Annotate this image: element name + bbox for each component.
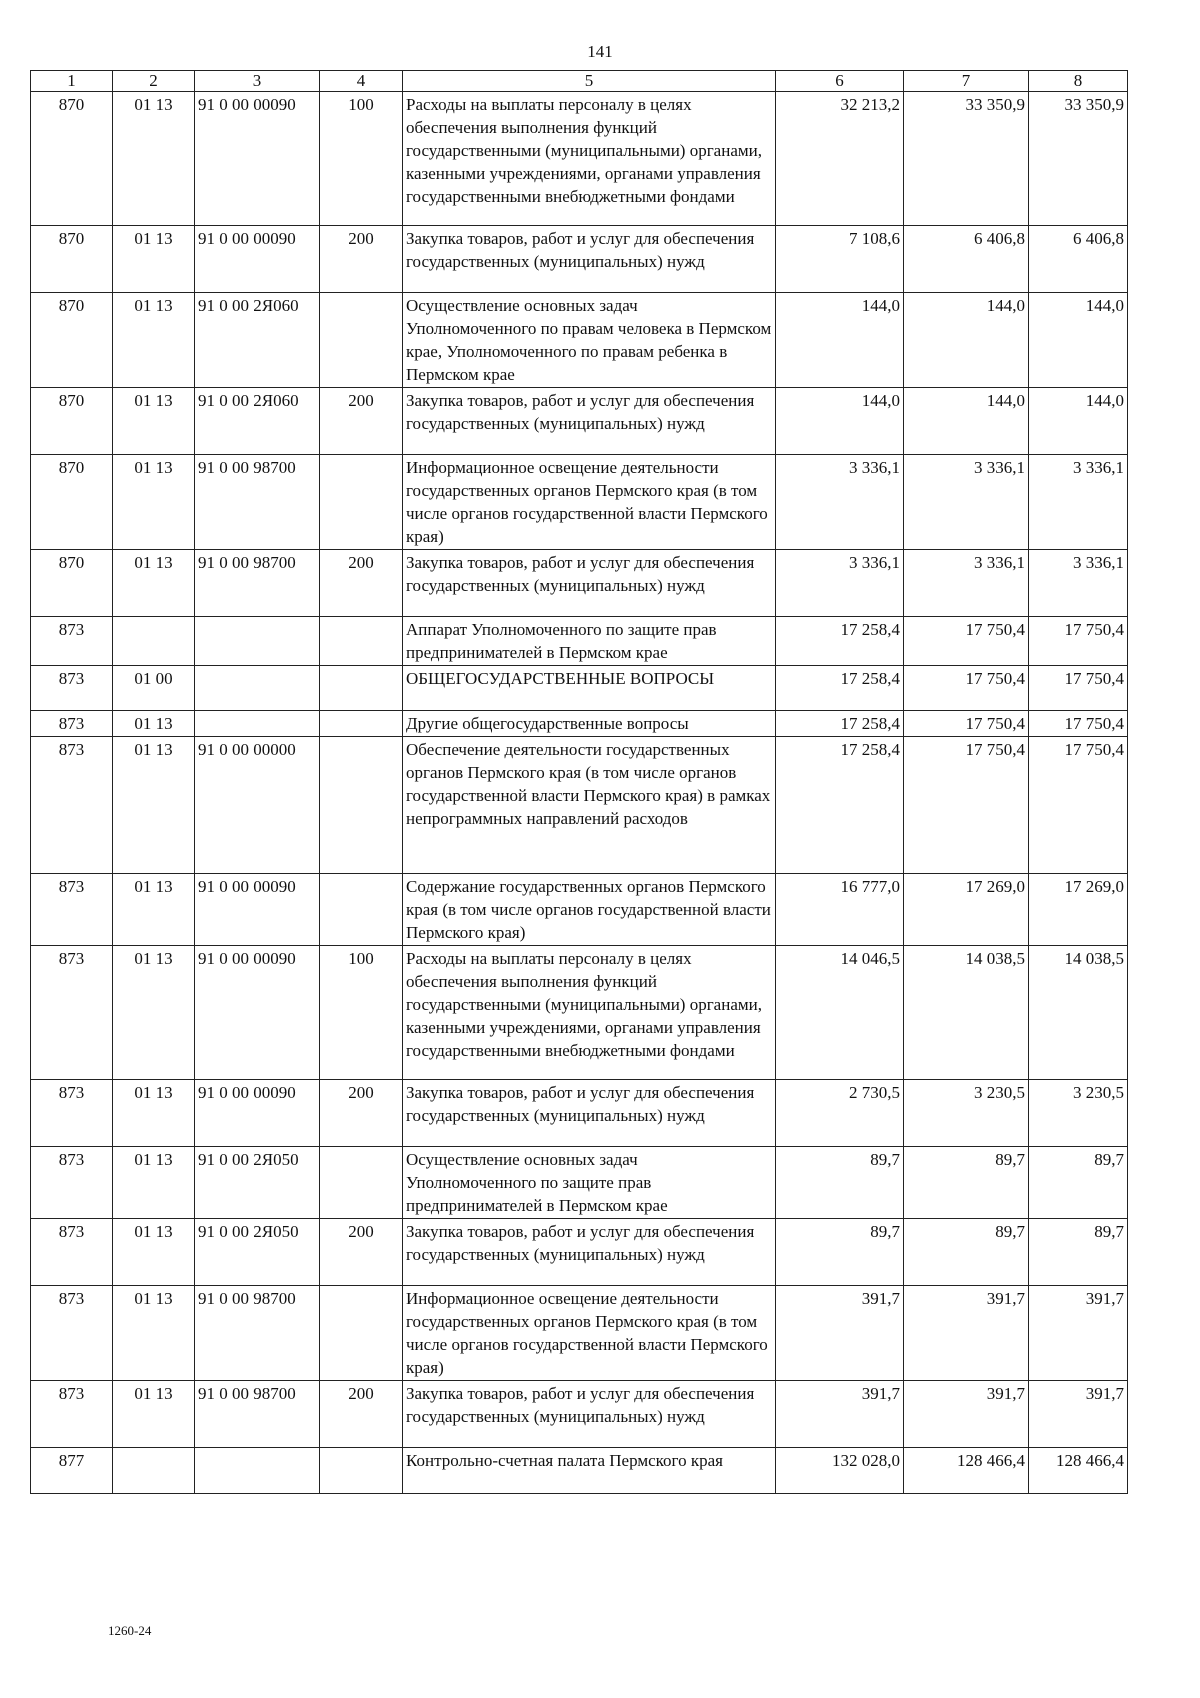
cell-amount-col8: 144,0 [1029, 293, 1128, 388]
cell-amount-col7: 144,0 [904, 388, 1029, 455]
cell-amount-col6: 3 336,1 [776, 455, 904, 550]
cell-description: Закупка товаров, работ и услуг для обеспечения государственных (муниципальных) нужд [403, 226, 776, 293]
cell-expense-type: 100 [320, 946, 403, 1080]
cell-expense-type: 100 [320, 92, 403, 226]
cell-amount-col7: 391,7 [904, 1286, 1029, 1381]
cell-amount-col6: 32 213,2 [776, 92, 904, 226]
cell-description: Расходы на выплаты персоналу в целях обеспечения выполнения функций государственными (муниципальными) органами, казенными учреждениями, органами управления государственными внебюджетными фондами [403, 92, 776, 226]
table-row [31, 92, 1128, 226]
table-row [31, 226, 1128, 293]
cell-target-code: 91 0 00 2Я060 [195, 388, 320, 455]
cell-section-code: 01 13 [113, 92, 195, 226]
column-header: 2 [113, 71, 195, 92]
cell-description: Другие общегосударственные вопросы [403, 711, 776, 737]
cell-amount-col6: 391,7 [776, 1286, 904, 1381]
cell-expense-type: 200 [320, 1080, 403, 1147]
cell-section-code [113, 1448, 195, 1494]
cell-amount-col8: 391,7 [1029, 1286, 1128, 1381]
header-row [31, 71, 1128, 92]
cell-expense-type [320, 737, 403, 874]
cell-amount-col8: 3 336,1 [1029, 455, 1128, 550]
cell-description: Осуществление основных задач Уполномоченного по защите прав предпринимателей в Пермском крае [403, 1147, 776, 1219]
table-row [31, 1381, 1128, 1448]
column-header: 1 [31, 71, 113, 92]
cell-ministry-code: 870 [31, 388, 113, 455]
cell-section-code: 01 13 [113, 1286, 195, 1381]
cell-expense-type: 200 [320, 388, 403, 455]
cell-amount-col8: 89,7 [1029, 1147, 1128, 1219]
cell-target-code [195, 711, 320, 737]
table-row [31, 550, 1128, 617]
table-row [31, 293, 1128, 388]
cell-section-code: 01 13 [113, 550, 195, 617]
table-row [31, 388, 1128, 455]
cell-amount-col8: 6 406,8 [1029, 226, 1128, 293]
cell-expense-type [320, 666, 403, 711]
footer-code: 1260-24 [108, 1623, 152, 1638]
table-row [31, 946, 1128, 1080]
table-row [31, 1286, 1128, 1381]
cell-expense-type [320, 874, 403, 946]
table-row [31, 1147, 1128, 1219]
cell-amount-col8: 128 466,4 [1029, 1448, 1128, 1494]
cell-amount-col7: 17 269,0 [904, 874, 1029, 946]
cell-target-code [195, 1448, 320, 1494]
cell-amount-col7: 128 466,4 [904, 1448, 1029, 1494]
column-header: 3 [195, 71, 320, 92]
column-header: 7 [904, 71, 1029, 92]
cell-section-code: 01 13 [113, 946, 195, 1080]
cell-ministry-code: 873 [31, 666, 113, 711]
cell-target-code: 91 0 00 2Я060 [195, 293, 320, 388]
cell-target-code: 91 0 00 98700 [195, 1381, 320, 1448]
cell-section-code [113, 617, 195, 666]
cell-ministry-code: 870 [31, 226, 113, 293]
cell-amount-col7: 17 750,4 [904, 737, 1029, 874]
cell-ministry-code: 873 [31, 1080, 113, 1147]
cell-amount-col6: 17 258,4 [776, 737, 904, 874]
cell-description: Обеспечение деятельности государственных органов Пермского края (в том числе органов государственной власти Пермского края) в рамках непрограммных направлений расходов [403, 737, 776, 874]
cell-amount-col7: 14 038,5 [904, 946, 1029, 1080]
cell-ministry-code: 870 [31, 455, 113, 550]
cell-section-code: 01 00 [113, 666, 195, 711]
cell-ministry-code: 873 [31, 874, 113, 946]
cell-description: Осуществление основных задач Уполномоченного по правам человека в Пермском крае, Уполномоченного по правам ребенка в Пермском крае [403, 293, 776, 388]
cell-target-code: 91 0 00 00090 [195, 226, 320, 293]
cell-ministry-code: 870 [31, 293, 113, 388]
cell-ministry-code: 873 [31, 946, 113, 1080]
cell-section-code: 01 13 [113, 1147, 195, 1219]
cell-expense-type [320, 455, 403, 550]
table-row [31, 711, 1128, 737]
cell-target-code: 91 0 00 98700 [195, 1286, 320, 1381]
cell-expense-type: 200 [320, 550, 403, 617]
cell-amount-col6: 3 336,1 [776, 550, 904, 617]
cell-expense-type: 200 [320, 1219, 403, 1286]
cell-target-code: 91 0 00 00090 [195, 1080, 320, 1147]
cell-target-code: 91 0 00 00090 [195, 946, 320, 1080]
cell-amount-col6: 144,0 [776, 293, 904, 388]
cell-section-code: 01 13 [113, 293, 195, 388]
table-row [31, 666, 1128, 711]
column-header: 6 [776, 71, 904, 92]
cell-amount-col7: 33 350,9 [904, 92, 1029, 226]
cell-section-code: 01 13 [113, 1219, 195, 1286]
column-header: 4 [320, 71, 403, 92]
cell-amount-col8: 17 750,4 [1029, 666, 1128, 711]
cell-description: Содержание государственных органов Пермского края (в том числе органов государственной власти Пермского края) [403, 874, 776, 946]
cell-amount-col6: 17 258,4 [776, 666, 904, 711]
column-header: 8 [1029, 71, 1128, 92]
cell-amount-col7: 144,0 [904, 293, 1029, 388]
cell-amount-col8: 17 750,4 [1029, 737, 1128, 874]
table-row [31, 1448, 1128, 1494]
cell-amount-col6: 89,7 [776, 1219, 904, 1286]
cell-section-code: 01 13 [113, 1381, 195, 1448]
cell-amount-col7: 17 750,4 [904, 711, 1029, 737]
cell-expense-type: 200 [320, 226, 403, 293]
table-row [31, 1080, 1128, 1147]
cell-section-code: 01 13 [113, 388, 195, 455]
cell-amount-col8: 17 269,0 [1029, 874, 1128, 946]
cell-ministry-code: 873 [31, 1381, 113, 1448]
cell-amount-col7: 89,7 [904, 1147, 1029, 1219]
cell-description: Информационное освещение деятельности государственных органов Пермского края (в том числе органов государственной власти Пермского края) [403, 1286, 776, 1381]
cell-amount-col7: 391,7 [904, 1381, 1029, 1448]
cell-description: Закупка товаров, работ и услуг для обеспечения государственных (муниципальных) нужд [403, 1219, 776, 1286]
cell-target-code: 91 0 00 98700 [195, 455, 320, 550]
cell-expense-type [320, 1286, 403, 1381]
cell-ministry-code: 873 [31, 737, 113, 874]
cell-amount-col6: 7 108,6 [776, 226, 904, 293]
cell-amount-col7: 17 750,4 [904, 617, 1029, 666]
cell-description: Закупка товаров, работ и услуг для обеспечения государственных (муниципальных) нужд [403, 1080, 776, 1147]
cell-amount-col6: 14 046,5 [776, 946, 904, 1080]
cell-amount-col8: 14 038,5 [1029, 946, 1128, 1080]
cell-amount-col8: 3 230,5 [1029, 1080, 1128, 1147]
cell-description: Закупка товаров, работ и услуг для обеспечения государственных (муниципальных) нужд [403, 1381, 776, 1448]
cell-expense-type [320, 1448, 403, 1494]
column-header: 5 [403, 71, 776, 92]
cell-amount-col6: 132 028,0 [776, 1448, 904, 1494]
cell-ministry-code: 873 [31, 1219, 113, 1286]
cell-description: Закупка товаров, работ и услуг для обеспечения государственных (муниципальных) нужд [403, 550, 776, 617]
table-row [31, 874, 1128, 946]
table-row [31, 1219, 1128, 1286]
cell-amount-col6: 89,7 [776, 1147, 904, 1219]
cell-section-code: 01 13 [113, 874, 195, 946]
cell-description: Закупка товаров, работ и услуг для обеспечения государственных (муниципальных) нужд [403, 388, 776, 455]
cell-amount-col8: 144,0 [1029, 388, 1128, 455]
cell-target-code: 91 0 00 00090 [195, 92, 320, 226]
cell-amount-col8: 17 750,4 [1029, 711, 1128, 737]
cell-section-code: 01 13 [113, 711, 195, 737]
cell-expense-type [320, 293, 403, 388]
cell-amount-col8: 3 336,1 [1029, 550, 1128, 617]
cell-ministry-code: 870 [31, 92, 113, 226]
cell-description: ОБЩЕГОСУДАРСТВЕННЫЕ ВОПРОСЫ [403, 666, 776, 711]
cell-amount-col7: 89,7 [904, 1219, 1029, 1286]
cell-amount-col7: 3 336,1 [904, 550, 1029, 617]
cell-amount-col8: 17 750,4 [1029, 617, 1128, 666]
cell-expense-type [320, 711, 403, 737]
cell-amount-col6: 144,0 [776, 388, 904, 455]
cell-amount-col6: 17 258,4 [776, 617, 904, 666]
cell-section-code: 01 13 [113, 455, 195, 550]
cell-description: Информационное освещение деятельности государственных органов Пермского края (в том числе органов государственной власти Пермского края) [403, 455, 776, 550]
cell-target-code: 91 0 00 2Я050 [195, 1219, 320, 1286]
cell-target-code [195, 617, 320, 666]
table-row [31, 617, 1128, 666]
cell-amount-col7: 3 230,5 [904, 1080, 1029, 1147]
cell-amount-col8: 391,7 [1029, 1381, 1128, 1448]
cell-ministry-code: 873 [31, 711, 113, 737]
cell-ministry-code: 873 [31, 1286, 113, 1381]
cell-section-code: 01 13 [113, 226, 195, 293]
cell-amount-col7: 17 750,4 [904, 666, 1029, 711]
cell-expense-type: 200 [320, 1381, 403, 1448]
cell-target-code: 91 0 00 00090 [195, 874, 320, 946]
budget-table [30, 70, 1128, 1494]
cell-amount-col8: 33 350,9 [1029, 92, 1128, 226]
table-row [31, 455, 1128, 550]
cell-amount-col7: 3 336,1 [904, 455, 1029, 550]
cell-expense-type [320, 1147, 403, 1219]
cell-section-code: 01 13 [113, 737, 195, 874]
cell-ministry-code: 870 [31, 550, 113, 617]
cell-amount-col7: 6 406,8 [904, 226, 1029, 293]
cell-ministry-code: 873 [31, 1147, 113, 1219]
cell-amount-col6: 391,7 [776, 1381, 904, 1448]
cell-description: Аппарат Уполномоченного по защите прав предпринимателей в Пермском крае [403, 617, 776, 666]
cell-section-code: 01 13 [113, 1080, 195, 1147]
cell-description: Расходы на выплаты персоналу в целях обеспечения выполнения функций государственными (муниципальными) органами, казенными учреждениями, органами управления государственными внебюджетными фондами [403, 946, 776, 1080]
cell-amount-col6: 17 258,4 [776, 711, 904, 737]
cell-expense-type [320, 617, 403, 666]
table-body [31, 92, 1128, 1494]
cell-amount-col6: 16 777,0 [776, 874, 904, 946]
cell-amount-col8: 89,7 [1029, 1219, 1128, 1286]
cell-ministry-code: 873 [31, 617, 113, 666]
cell-description: Контрольно-счетная палата Пермского края [403, 1448, 776, 1494]
cell-amount-col6: 2 730,5 [776, 1080, 904, 1147]
cell-target-code: 91 0 00 2Я050 [195, 1147, 320, 1219]
cell-target-code [195, 666, 320, 711]
cell-ministry-code: 877 [31, 1448, 113, 1494]
table-row [31, 737, 1128, 874]
page-number: 141 [587, 42, 613, 61]
cell-target-code: 91 0 00 98700 [195, 550, 320, 617]
cell-target-code: 91 0 00 00000 [195, 737, 320, 874]
